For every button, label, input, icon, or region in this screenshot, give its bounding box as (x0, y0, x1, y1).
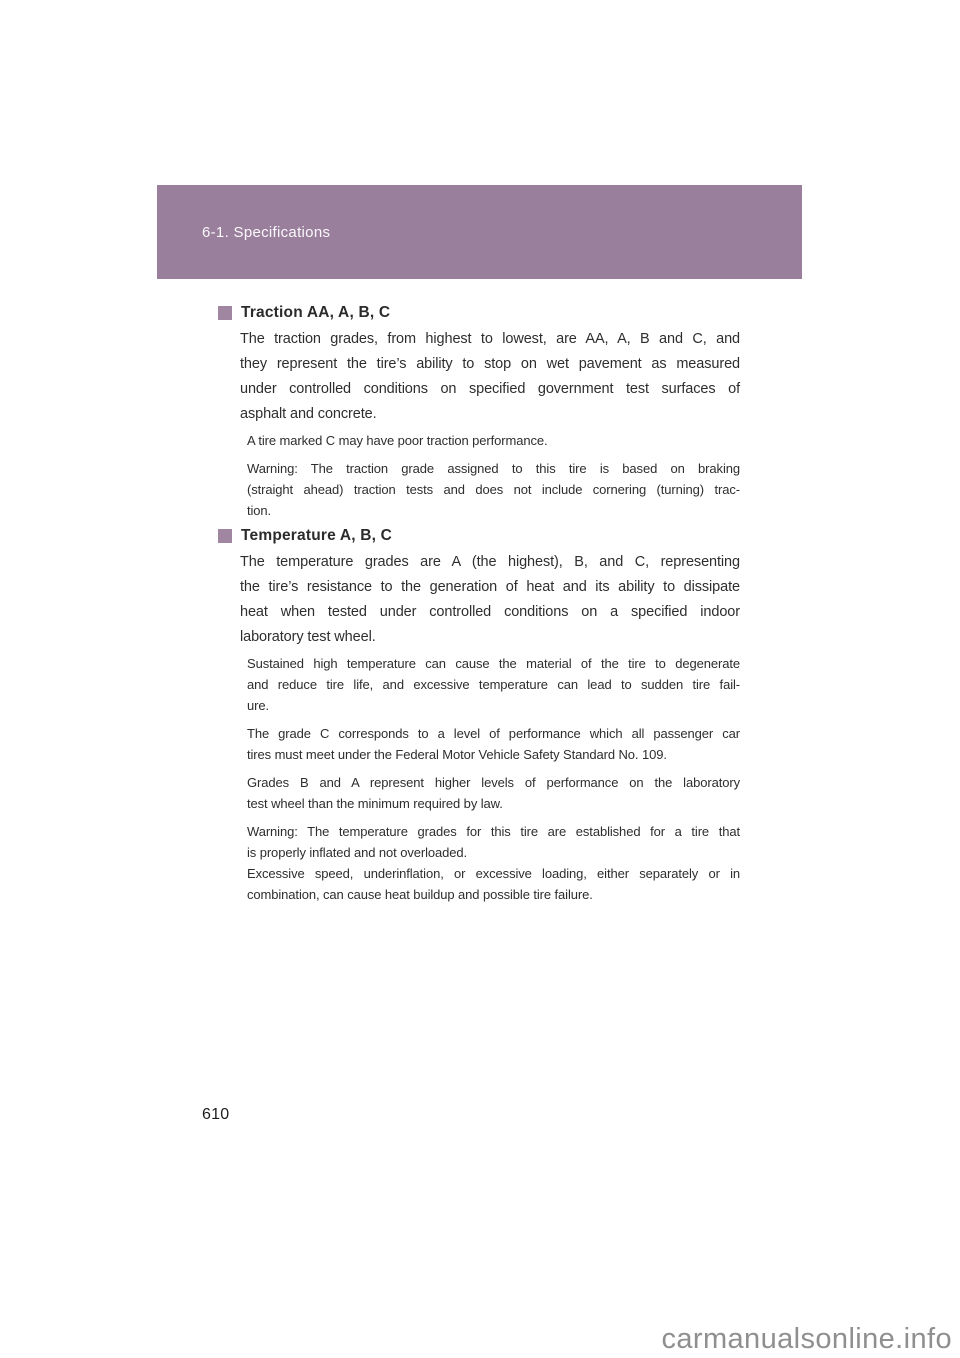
section-heading-row (218, 305, 740, 321)
note-paragraph (247, 821, 740, 905)
section-heading: Traction AA, A, B, C (241, 304, 391, 321)
text-line: tion. (247, 503, 272, 518)
section-intro (240, 327, 740, 427)
note-paragraph (247, 723, 740, 765)
note-paragraph (247, 458, 740, 521)
text-line: The grade C corresponds to a level of performance which all passenger car (247, 726, 740, 741)
text-line: test wheel than the minimum required by law. (247, 796, 503, 811)
text-line: under controlled conditions on specified government test surfaces of (240, 381, 740, 397)
text-line: The traction grades, from highest to lowest, are AA, A, B and C, and (240, 331, 740, 347)
text-line: laboratory test wheel. (240, 629, 376, 645)
chapter-header-band (157, 185, 802, 279)
text-line: is properly inflated and not overloaded. (247, 845, 468, 860)
text-line: A tire marked C may have poor traction performance. (247, 433, 548, 448)
document-section-2 (218, 528, 740, 905)
square-bullet-icon (218, 306, 232, 320)
text-line: they represent the tire’s ability to stop on wet pavement as measured (240, 356, 740, 372)
text-line: The temperature grades are A (the highest), B, and C, representing (240, 554, 740, 570)
text-line: heat when tested under controlled conditions on a specified indoor (240, 604, 740, 620)
document-section-1 (218, 305, 740, 521)
section-intro (240, 550, 740, 650)
note-paragraph (247, 430, 740, 451)
text-line: Warning: The temperature grades for this tire are established for a tire that (247, 824, 740, 839)
text-line: the tire’s resistance to the generation of heat and its ability to dissipate (240, 579, 740, 595)
text-line: asphalt and concrete. (240, 406, 377, 422)
watermark-text: carmanualsonline.info (661, 1323, 952, 1355)
chapter-title: 6-1. Specifications (202, 223, 331, 241)
text-line: Sustained high temperature can cause the material of the tire to degenerate (247, 656, 740, 671)
page-number: 610 (202, 1106, 230, 1123)
note-paragraph (247, 653, 740, 716)
text-line: ure. (247, 698, 270, 713)
section-heading-row (218, 528, 740, 544)
note-paragraph (247, 772, 740, 814)
text-line: tires must meet under the Federal Motor Vehicle Safety Standard No. 109. (247, 747, 667, 762)
text-line: (straight ahead) traction tests and does not include cornering (turning) trac- (247, 482, 740, 497)
square-bullet-icon (218, 529, 232, 543)
text-line: Excessive speed, underinflation, or excessive loading, either separately or in (247, 866, 740, 881)
section-heading: Temperature A, B, C (241, 527, 393, 544)
text-line: Grades B and A represent higher levels of performance on the laboratory (247, 775, 740, 790)
text-line: Warning: The traction grade assigned to this tire is based on braking (247, 461, 740, 476)
page-content (218, 305, 740, 912)
text-line: combination, can cause heat buildup and possible tire failure. (247, 887, 593, 902)
text-line: and reduce tire life, and excessive temperature can lead to sudden tire fail- (247, 677, 740, 692)
